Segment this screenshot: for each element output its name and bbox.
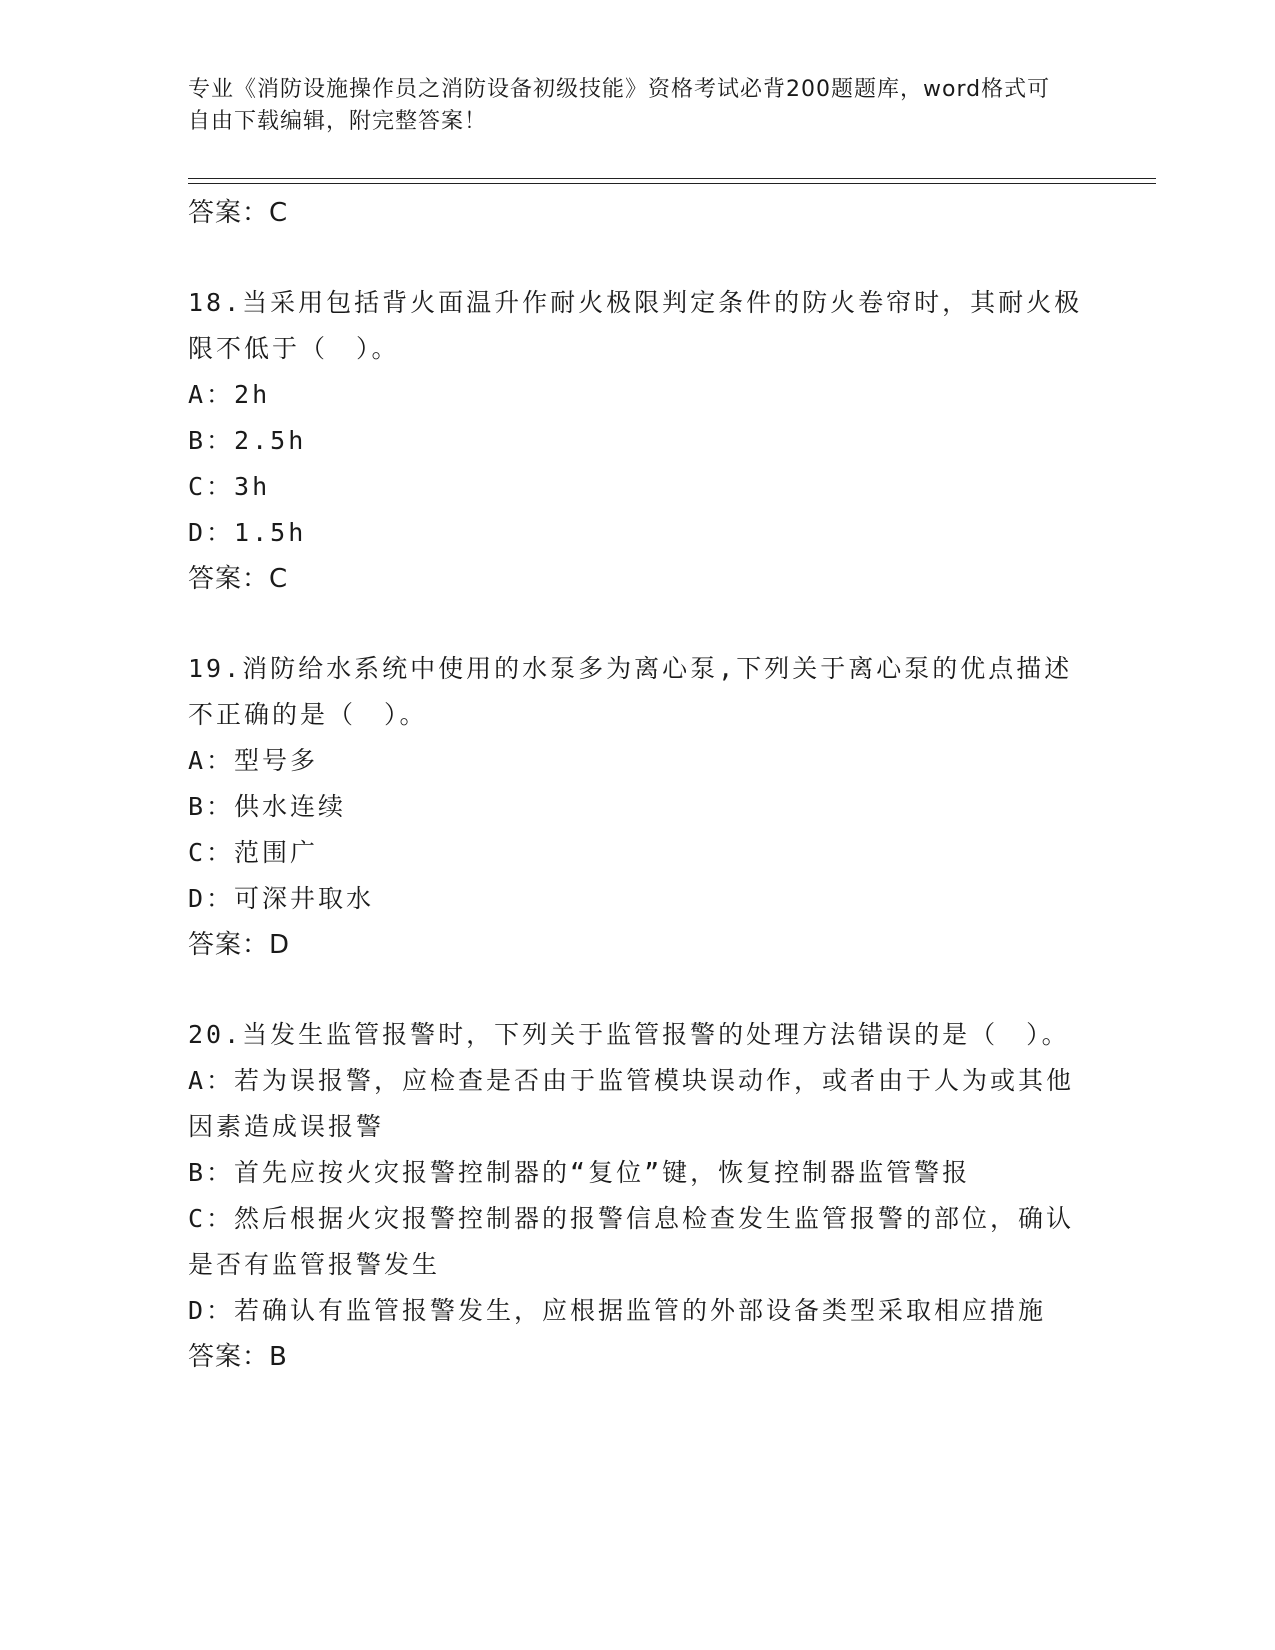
answer-line: 答案：C xyxy=(188,198,289,228)
option-a: A：若为误报警，应检查是否由于监管模块误动作，或者由于人为或其他因素造成误报警 xyxy=(188,1066,1075,1141)
header-rule-bottom xyxy=(188,183,1156,184)
option-c: C：3h xyxy=(188,472,271,501)
option-a: A：型号多 xyxy=(188,746,319,775)
question-stem: 19.消防给水系统中使用的水泵多为离心泵,下列关于离心泵的优点描述不正确的是（ ）。 xyxy=(188,654,1073,729)
option-b: B：2.5h xyxy=(188,426,307,455)
answer-line: 答案：B xyxy=(188,1342,288,1372)
option-b: B：首先应按火灾报警控制器的“复位”键，恢复控制器监管警报 xyxy=(188,1158,971,1187)
option-c: C：范围广 xyxy=(188,838,319,867)
option-d: D：1.5h xyxy=(188,518,307,547)
answer-line: 答案：D xyxy=(188,930,291,960)
document-body xyxy=(188,190,1088,1380)
header-rule-top xyxy=(188,178,1156,179)
question-block xyxy=(188,1012,1088,1380)
option-b: B：供水连续 xyxy=(188,792,347,821)
document-header: 专业《消防设施操作员之消防设备初级技能》资格考试必背200题题库，word格式可自由下载编辑，附完整答案！ xyxy=(188,77,1051,134)
question-block xyxy=(188,646,1088,968)
option-a: A：2h xyxy=(188,380,271,409)
answer-line: 答案：C xyxy=(188,564,289,594)
option-c: C：然后根据火灾报警控制器的报警信息检查发生监管报警的部位，确认是否有监管报警发生 xyxy=(188,1204,1075,1279)
question-stem: 20.当发生监管报警时，下列关于监管报警的处理方法错误的是（ ）。 xyxy=(188,1020,1070,1049)
option-d: D：若确认有监管报警发生，应根据监管的外部设备类型采取相应措施 xyxy=(188,1296,1047,1325)
question-stem: 18.当采用包括背火面温升作耐火极限判定条件的防火卷帘时，其耐火极限不低于（ ）。 xyxy=(188,288,1083,363)
question-block xyxy=(188,280,1088,602)
option-d: D：可深井取水 xyxy=(188,884,375,913)
